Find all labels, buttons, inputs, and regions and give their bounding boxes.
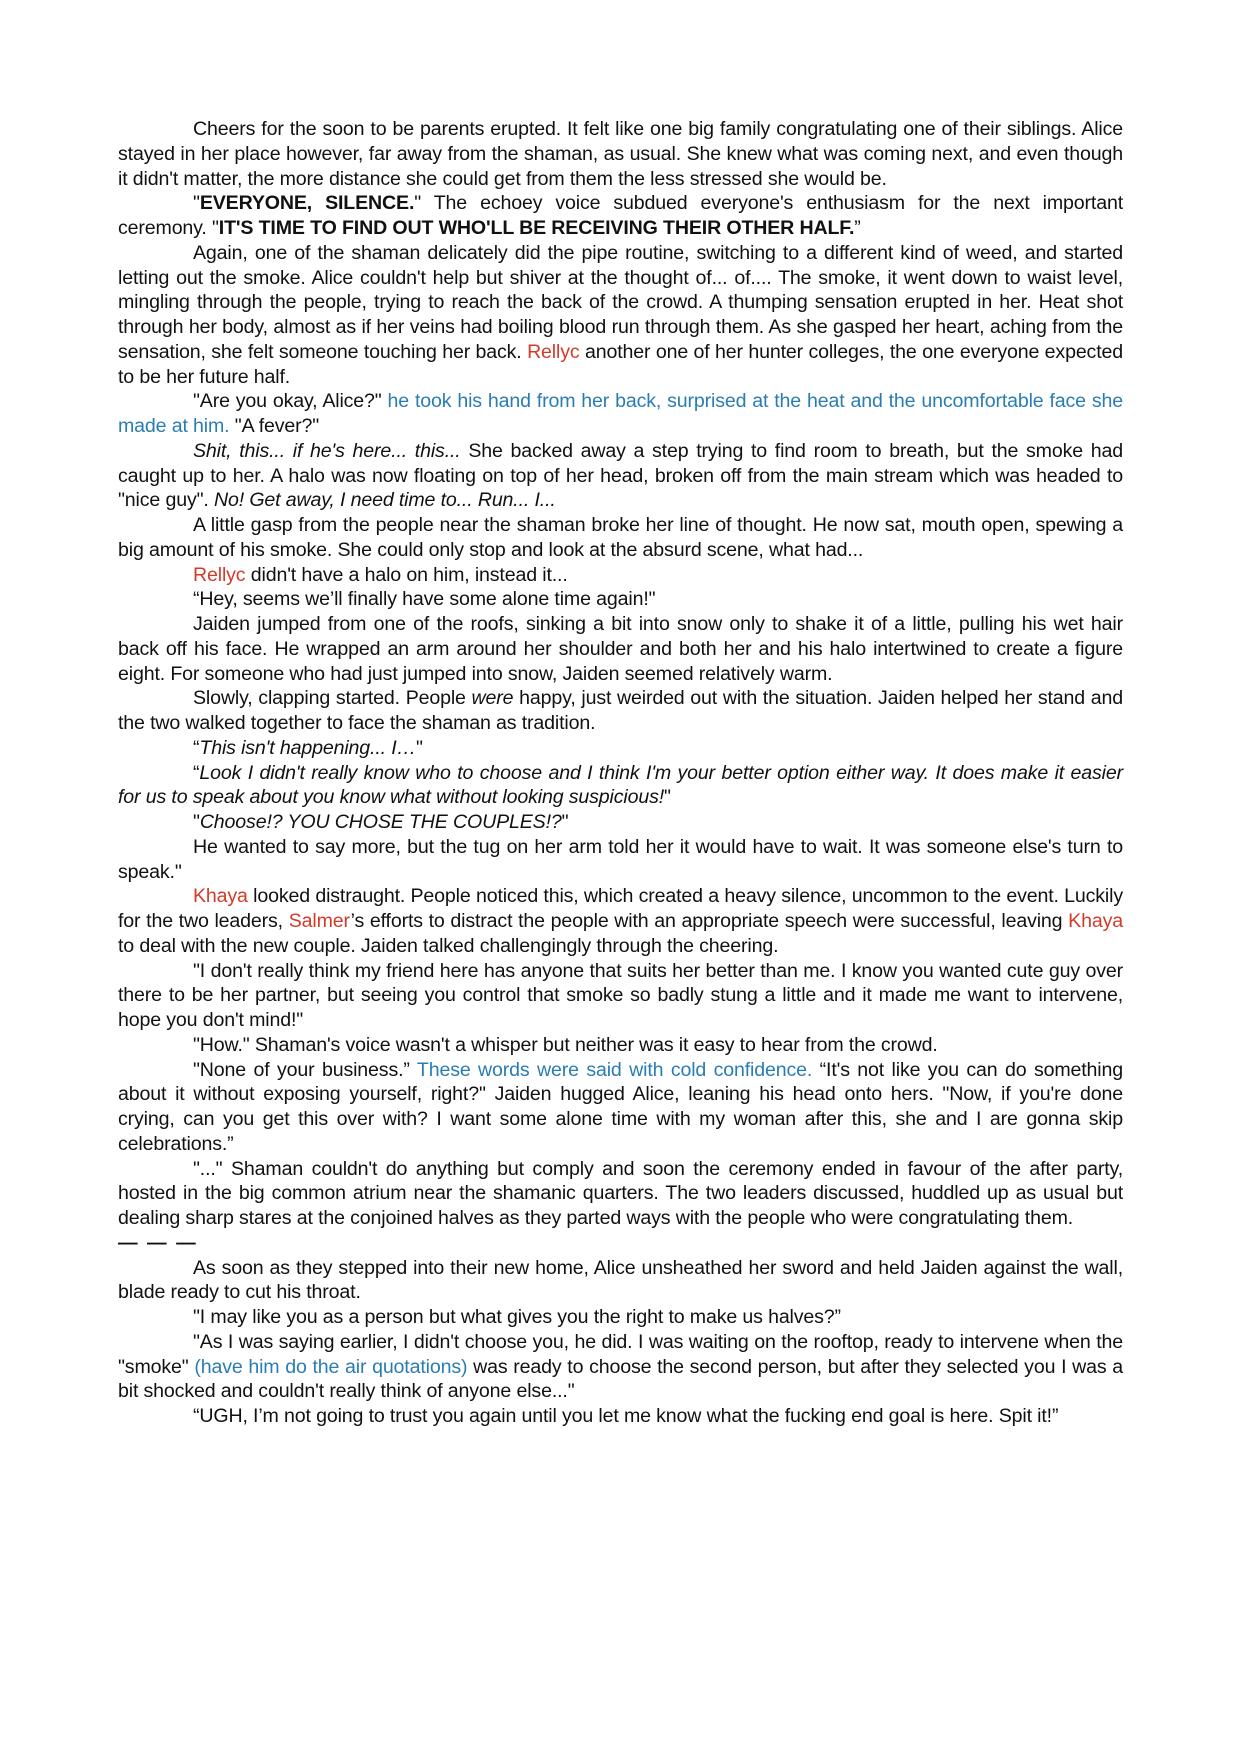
paragraph	[118, 513, 1123, 563]
paragraph	[118, 686, 1123, 736]
text-run: ”	[854, 217, 861, 239]
character-name: Khaya	[1068, 910, 1123, 932]
text-run: "..." Shaman couldn't do anything but comply and soon the ceremony ended in favour of the after party, hosted in the big common atrium near the shamanic quarters. The two leaders discussed, huddled up as usual but dealing sharp stares at the conjoined halves as they parted ways with the people who were congratulating them.	[118, 1157, 1123, 1229]
stage-note: (have him do the air quotations)	[194, 1355, 468, 1378]
paragraph	[118, 191, 1123, 241]
paragraph	[118, 439, 1123, 513]
character-name: Salmer	[288, 910, 351, 932]
text-run: A little gasp from the people near the shaman broke her line of thought. He now sat, mouth open, spewing a big amount of his smoke. She could only stop and look at the absurd scene, what had...	[118, 514, 1123, 561]
text-run: Jaiden jumped from one of the roofs, sinking a bit into snow only to shake it of a little, pulling his wet hair back off his face. He wrapped an arm around her shoulder and both her and his halo intertwined to create a figure eight. For someone who had just jumped into snow, Jaiden seemed relatively warm.	[118, 613, 1123, 685]
stage-note: These words were said with cold confidence.	[416, 1058, 813, 1081]
character-name: Rellyc	[527, 340, 580, 363]
text-run: "	[415, 736, 423, 759]
paragraph	[118, 761, 1123, 811]
text-run: "Are you okay, Alice?"	[193, 390, 388, 413]
text-run: “UGH, I’m not going to trust you again until you let me know what the fucking end goal is here. Spit it!”	[193, 1405, 1059, 1427]
scene-separator: — — —	[118, 1231, 198, 1254]
text-run: to deal with the new couple. Jaiden talked challengingly through the cheering.	[118, 934, 779, 957]
paragraph	[118, 587, 1123, 612]
text-run: "I don't really think my friend here has anyone that suits her better than me. I know you wanted cute guy over there to be her partner, but seeing you control that smoke so badly stung a little and it made me want to intervene, hope you don't mind!"	[118, 959, 1123, 1031]
paragraph	[118, 1058, 1123, 1157]
italic-text-run: No! Get away, I need time to... Run... I...	[213, 489, 556, 512]
character-name: Rellyc	[193, 563, 246, 586]
paragraph	[118, 563, 1123, 588]
text-run: "I may like you as a person but what gives you the right to make us halves?”	[193, 1306, 841, 1328]
text-run: She backed away a step trying to find room to breath, but the smoke had caught up to her. A halo was now floating on top of her head, broken off from the main stream which was headed to "nice guy".	[118, 439, 1123, 512]
paragraph	[118, 1033, 1123, 1058]
text-run: was ready to choose the second person, but after they selected you I was a bit shocked and couldn't really think of anyone else..."	[118, 1355, 1124, 1403]
paragraph	[118, 389, 1123, 439]
paragraph	[118, 835, 1123, 885]
text-run: didn't have a halo on him, instead it...	[245, 563, 568, 586]
paragraph	[118, 117, 1123, 191]
paragraph	[118, 810, 1123, 835]
paragraph	[118, 736, 1123, 761]
text-run: happy, just weirded out with the situation. Jaiden helped her stand and the two walked together to face the shaman as tradition.	[118, 687, 1123, 734]
bold-text-run: IT'S TIME TO FIND OUT WHO'LL BE RECEIVING THEIR OTHER HALF.	[218, 217, 855, 239]
text-run: "None of your business.”	[193, 1058, 417, 1081]
text-run: "	[561, 811, 569, 833]
text-run: "	[193, 811, 200, 833]
document-page	[118, 117, 1123, 1429]
text-run: “Hey, seems we’ll finally have some alone time again!"	[193, 588, 656, 611]
text-run: As soon as they stepped into their new home, Alice unsheathed her sword and held Jaiden against the wall, blade ready to cut his throat.	[118, 1256, 1123, 1304]
text-run: "	[664, 786, 671, 809]
text-run: Again, one of the shaman delicately did the pipe routine, switching to a different kind of weed, and started letting out the smoke. Alice couldn't help but shiver at the thought of... of.... The smoke, it went down to waist level, mingling through the people, trying to reach the back of the crowd. A thumping sensation erupted in her. Heat shot through her body, almost as if her veins had boiling blood run through them. As she gasped her heart, aching from the sensation, she felt someone touching her back.	[118, 241, 1123, 363]
text-run: "How." Shaman's voice wasn't a whisper but neither was it easy to hear from the crowd.	[193, 1033, 938, 1056]
italic-text-run: Choose!? YOU CHOSE THE COUPLES!?	[199, 811, 562, 833]
paragraph	[118, 1330, 1123, 1404]
paragraph	[118, 884, 1123, 958]
paragraph	[118, 1157, 1123, 1231]
text-run: looked distraught. People noticed this, which created a heavy silence, uncommon to the event. Luckily for the two leaders,	[118, 885, 1123, 932]
stage-note: he took his hand from her back, surprised at the heat and the uncomfortable face she made at him.	[118, 390, 1123, 437]
text-run: "	[193, 192, 200, 215]
paragraph	[118, 1305, 1123, 1330]
text-run: " The echoey voice subdued everyone's enthusiasm for the next important ceremony. "	[118, 192, 1123, 239]
text-run: "A fever?"	[229, 415, 320, 437]
text-run: Cheers for the soon to be parents erupted. It felt like one big family congratulating one of their siblings. Alice stayed in her place however, far away from the shaman, as usual. She knew what was coming next, and even though it didn't matter, the more distance she could get from them the less stressed she would be.	[118, 118, 1123, 190]
text-run: “	[193, 736, 200, 759]
text-run: He wanted to say more, but the tug on her arm told her it would have to wait. It was someone else's turn to speak."	[118, 835, 1123, 883]
italic-text-run: Shit, this... if he's here... this...	[193, 439, 461, 462]
text-run: "As I was saying earlier, I didn't choose you, he did. I was waiting on the rooftop, ready to intervene when the "smoke"	[118, 1330, 1123, 1378]
text-run: Slowly, clapping started. People	[193, 687, 472, 710]
italic-text-run: were	[471, 687, 514, 710]
paragraph	[118, 1404, 1123, 1429]
paragraph	[118, 1256, 1123, 1306]
text-run: another one of her hunter colleges, the one everyone expected to be her future half.	[118, 340, 1123, 388]
paragraph	[118, 241, 1123, 390]
paragraph	[118, 612, 1123, 686]
italic-text-run: This isn't happening... I…	[199, 736, 416, 759]
bold-text-run: EVERYONE, SILENCE.	[199, 192, 415, 215]
italic-text-run: Look I didn't really know who to choose and I think I'm your better option either way. It does make it easier for us to speak about you know what without looking suspicious!	[118, 761, 1123, 809]
text-run: “	[193, 761, 200, 784]
text-run: “It's not like you can do something about it without exposing yourself, right?" Jaiden hugged Alice, leaning his head onto hers. "Now, if you're done crying, can you get this over with? I want some alone time with my woman after this, she and I are gonna skip celebrations.”	[118, 1058, 1123, 1155]
text-run: ’s efforts to distract the people with an appropriate speech were successful, leaving	[350, 910, 1069, 932]
character-name: Khaya	[193, 885, 248, 908]
paragraph	[118, 959, 1123, 1033]
